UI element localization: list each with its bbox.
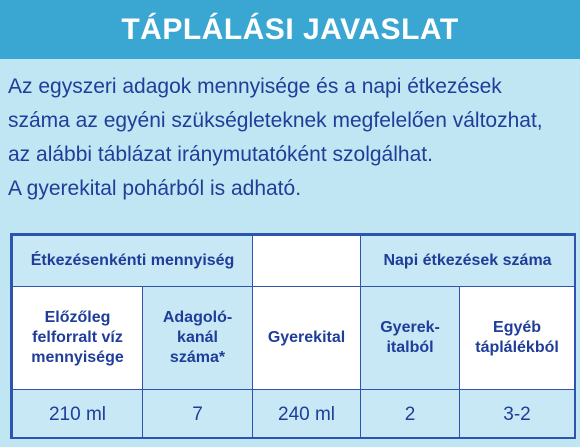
header-blank	[253, 236, 361, 287]
value-from-drink: 2	[361, 390, 460, 440]
header-water-line: Előzőleg	[44, 309, 111, 326]
header-drink-line: Gyerekital	[267, 329, 346, 346]
header-scoops-line: száma*	[169, 349, 226, 366]
intro-text	[8, 70, 576, 206]
table-row-group-headers	[13, 236, 575, 287]
header-daily-meals: Napi étkezések száma	[361, 236, 575, 287]
intro-line: A gyerekital pohárból is adható.	[8, 177, 302, 200]
value-scoops: 7	[143, 390, 253, 440]
value-drink: 240 ml	[253, 390, 361, 440]
feeding-table	[10, 233, 576, 439]
value-other-food: 3-2	[460, 390, 575, 440]
header-other-food-line: táplálékból	[475, 339, 559, 356]
table-row-values	[13, 390, 575, 440]
header-other-food	[460, 287, 575, 390]
header-per-meal: Étkezésenkénti mennyiség	[13, 236, 253, 287]
header-scoops-line: kanál	[177, 329, 218, 346]
page-title-text: TÁPLÁLÁSI JAVASLAT	[121, 12, 459, 46]
table-row-column-headers	[13, 287, 575, 390]
value-water: 210 ml	[13, 390, 143, 440]
feeding-table-grid	[12, 235, 575, 439]
header-from-drink-line: Gyerek-	[380, 319, 440, 336]
header-from-drink-line: italból	[386, 339, 434, 356]
header-scoops	[143, 287, 253, 390]
intro-line: az alábbi táblázat iránymutatóként szolgálhat.	[8, 143, 433, 166]
intro-line: száma az egyéni szükségleteknek megfelelően változhat,	[8, 109, 543, 132]
header-scoops-line: Adagoló-	[162, 309, 233, 326]
header-water-line: felforralt víz	[32, 329, 123, 346]
page-title	[0, 0, 580, 59]
header-other-food-line: Egyéb	[493, 319, 542, 336]
header-water-line: mennyisége	[31, 349, 124, 366]
intro-line: Az egyszeri adagok mennyisége és a napi étkezések	[8, 75, 502, 98]
header-from-drink	[361, 287, 460, 390]
header-water	[13, 287, 143, 390]
header-drink	[253, 287, 361, 390]
